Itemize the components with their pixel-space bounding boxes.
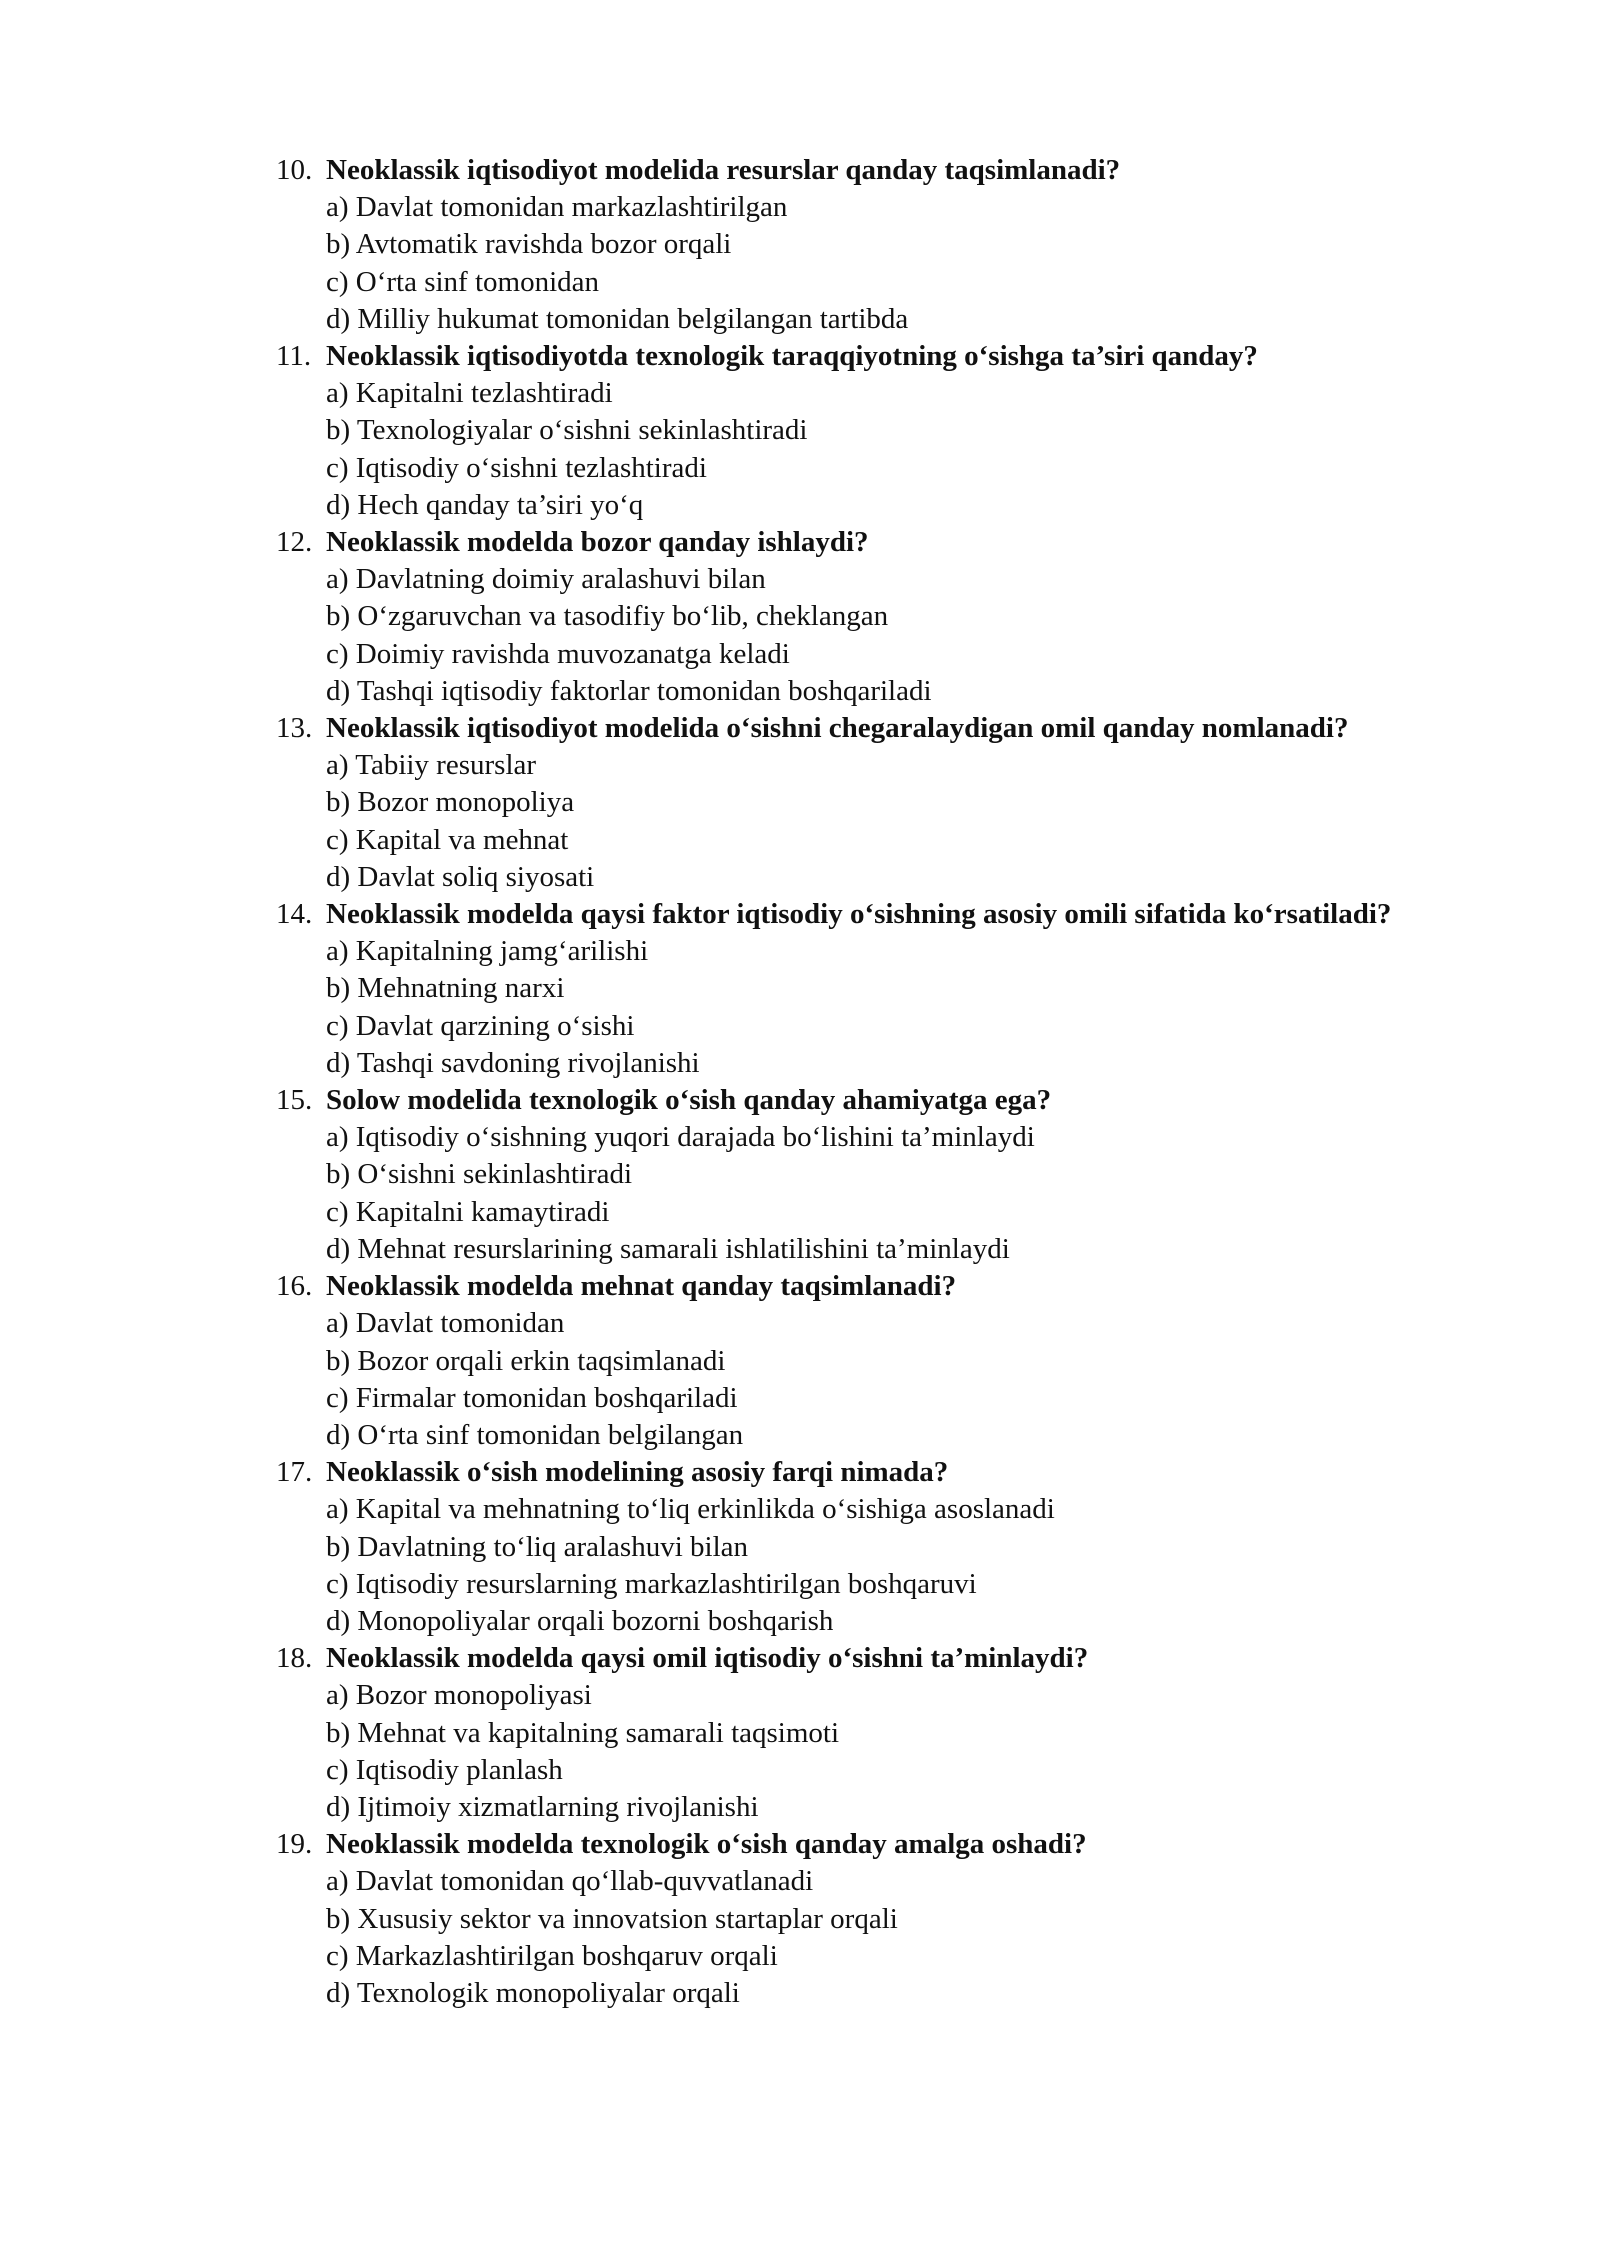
answer-option: b) Bozor monopoliya [326,786,575,819]
question-number: 11. [276,340,312,373]
question-list [0,152,1600,2012]
answer-option: d) Ijtimoiy xizmatlarning rivojlanishi [326,1790,759,1823]
answer-option: c) Markazlashtirilgan boshqaruv orqali [326,1939,778,1972]
question-number: 19. [276,1828,313,1861]
question-text: Neoklassik modelda qaysi omil iqtisodiy o‘sishni ta’minlaydi? [326,1642,1089,1675]
question-line [0,896,1600,933]
question-number: 18. [276,1642,313,1675]
question-line [0,1082,1600,1119]
answer-option: c) Kapital va mehnat [326,823,569,856]
answer-option: a) Kapitalni tezlashtiradi [326,377,613,410]
question-text: Neoklassik iqtisodiyot modelida o‘sishni chegaralaydigan omil qanday nomlanadi? [326,712,1349,745]
question-line [0,1268,1600,1305]
answer-option: b) Xususiy sektor va innovatsion startaplar orqali [326,1902,898,1935]
answer-option: b) Avtomatik ravishda bozor orqali [326,228,732,261]
question-block [0,710,1600,896]
answer-option: a) Tabiiy resurslar [326,749,537,782]
question-line [0,152,1600,189]
document-page [0,152,1600,2012]
question-block [0,1268,1600,1454]
question-line [0,338,1600,375]
answer-option: a) Kapitalning jamg‘arilishi [326,935,649,968]
question-text: Neoklassik o‘sish modelining asosiy farqi nimada? [326,1456,949,1489]
answer-option: a) Davlatning doimiy aralashuvi bilan [326,563,766,596]
answer-option: a) Davlat tomonidan [326,1307,565,1340]
question-text: Neoklassik modelda mehnat qanday taqsimlanadi? [326,1270,957,1303]
question-number: 10. [276,154,313,186]
answer-option: d) Tashqi savdoning rivojlanishi [326,1046,700,1079]
answer-option: b) Texnologiyalar o‘sishni sekinlashtiradi [326,414,808,447]
answer-option: d) O‘rta sinf tomonidan belgilangan [326,1418,744,1451]
question-block [0,896,1600,1082]
question-text: Neoklassik iqtisodiyotda texnologik taraqqiyotning o‘sishga ta’siri qanday? [326,340,1258,373]
question-line [0,710,1600,747]
question-number: 14. [276,898,313,931]
answer-option: b) O‘sishni sekinlashtiradi [326,1158,633,1191]
question-line [0,1454,1600,1491]
answer-option: d) Tashqi iqtisodiy faktorlar tomonidan boshqariladi [326,674,932,707]
question-text: Neoklassik modelda qaysi faktor iqtisodiy o‘sishning asosiy omili sifatida ko‘rsatiladi? [326,898,1392,931]
question-line [0,1826,1600,1863]
question-text: Neoklassik modelda texnologik o‘sish qanday amalga oshadi? [326,1828,1087,1861]
question-text: Neoklassik iqtisodiyot modelida resurslar qanday taqsimlanadi? [326,154,1121,186]
answer-option: d) Milliy hukumat tomonidan belgilangan tartibda [326,302,909,335]
answer-option: d) Texnologik monopoliyalar orqali [326,1976,740,2009]
answer-option: c) Firmalar tomonidan boshqariladi [326,1381,738,1414]
question-number: 17. [276,1456,313,1489]
question-block [0,1640,1600,1826]
question-block [0,152,1600,338]
answer-option: a) Bozor monopoliyasi [326,1679,592,1712]
question-number: 16. [276,1270,313,1303]
answer-option: d) Mehnat resurslarining samarali ishlatilishini ta’minlaydi [326,1232,1010,1265]
answer-option: c) Iqtisodiy resurslarning markazlashtirilgan boshqaruvi [326,1567,977,1600]
answer-option: b) O‘zgaruvchan va tasodifiy bo‘lib, cheklangan [326,600,889,633]
answer-option: a) Davlat tomonidan markazlashtirilgan [326,191,788,224]
question-number: 13. [276,712,313,745]
question-number: 15. [276,1084,313,1117]
answer-option: d) Monopoliyalar orqali bozorni boshqarish [326,1604,834,1637]
answer-option: a) Iqtisodiy o‘sishning yuqori darajada bo‘lishini ta’minlaydi [326,1121,1035,1154]
answer-option: c) Iqtisodiy o‘sishni tezlashtiradi [326,451,707,484]
question-block [0,524,1600,710]
question-block [0,1454,1600,1640]
answer-option: a) Davlat tomonidan qo‘llab-quvvatlanadi [326,1865,814,1898]
answer-option: c) O‘rta sinf tomonidan [326,265,600,298]
question-text: Neoklassik modelda bozor qanday ishlaydi? [326,526,869,559]
answer-option: b) Mehnat va kapitalning samarali taqsimoti [326,1716,840,1749]
answer-option: d) Hech qanday ta’siri yo‘q [326,488,644,521]
question-number: 12. [276,526,313,559]
question-block [0,1082,1600,1268]
answer-option: c) Iqtisodiy planlash [326,1753,563,1786]
question-line [0,524,1600,561]
answer-option: c) Davlat qarzining o‘sishi [326,1009,635,1042]
answer-option: b) Bozor orqali erkin taqsimlanadi [326,1344,726,1377]
answer-option: b) Mehnatning narxi [326,972,565,1005]
answer-option: b) Davlatning to‘liq aralashuvi bilan [326,1530,749,1563]
answer-option: a) Kapital va mehnatning to‘liq erkinlikda o‘sishiga asoslanadi [326,1493,1055,1526]
question-line [0,1640,1600,1677]
answer-option: c) Doimiy ravishda muvozanatga keladi [326,637,790,670]
answer-option: d) Davlat soliq siyosati [326,860,595,893]
question-text: Solow modelida texnologik o‘sish qanday ahamiyatga ega? [326,1084,1052,1117]
question-block [0,1826,1600,2012]
question-block [0,338,1600,524]
answer-option: c) Kapitalni kamaytiradi [326,1195,610,1228]
